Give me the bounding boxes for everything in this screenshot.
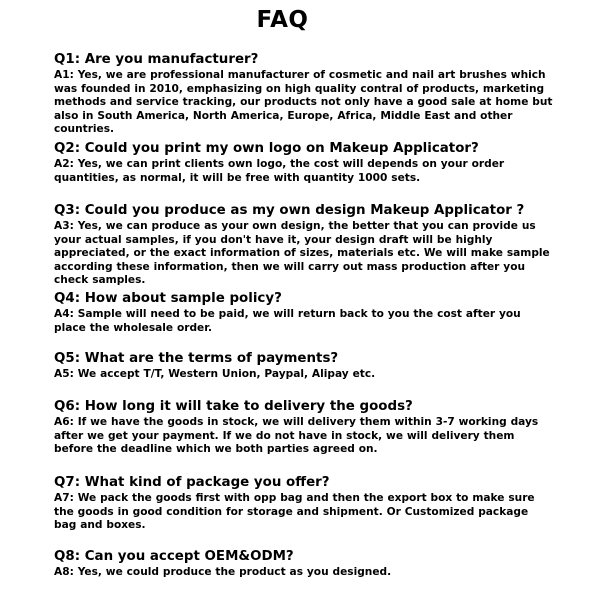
faq-question: Q5: What are the terms of payments? — [54, 351, 339, 366]
faq-question: Q8: Can you accept OEM&ODM? — [54, 549, 294, 564]
faq-question: Q7: What kind of package you offer? — [54, 475, 330, 490]
faq-question: Q3: Could you produce as my own design Makeup Applicator ? — [54, 203, 525, 218]
faq-answer: A6: If we have the goods in stock, we will delivery them within 3-7 working days after we get your payment. If we do not have in stock, we will delivery them before the deadline which we both parties agreed on. — [54, 416, 539, 456]
faq-question: Q2: Could you print my own logo on Makeup Applicator? — [54, 141, 479, 156]
faq-answer: A3: Yes, we can produce as your own design, the better that you can provide us your actual samples, if you don't have it, your design draft will be highly appreciated, or the exact information of sizes, materials etc. We will make sample according these information, then we will carry out mass production after you check samples. — [54, 220, 550, 287]
faq-answer: A7: We pack the goods first with opp bag and then the export box to make sure the goods in good condition for storage and shipment. Or Customized package bag and boxes. — [54, 492, 535, 532]
faq-answer: A4: Sample will need to be paid, we will return back to you the cost after you place the wholesale order. — [54, 308, 521, 334]
faq-question: Q4: How about sample policy? — [54, 291, 282, 306]
faq-item — [54, 290, 554, 335]
faq-item — [54, 398, 554, 457]
faq-answer: A2: Yes, we can print clients own logo, the cost will depends on your order quantities, as normal, it will be free with quantity 1000 sets. — [54, 158, 505, 184]
faq-item — [54, 548, 554, 580]
faq-item — [54, 350, 554, 382]
faq-answer: A8: Yes, we could produce the product as you designed. — [54, 566, 392, 578]
faq-question: Q6: How long it will take to delivery the goods? — [54, 399, 413, 414]
faq-answer: A1: Yes, we are professional manufacturer of cosmetic and nail art brushes which was founded in 2010, emphasizing on high quality contral of products, marketing methods and service tracking, our products not only have a good sale at home but also in South America, North America, Europe, Africa, Middle East and other countries. — [54, 69, 553, 136]
page-title: FAQ — [256, 7, 309, 33]
faq-item — [54, 140, 554, 185]
faq-item — [54, 51, 554, 137]
faq-answer: A5: We accept T/T, Western Union, Paypal, Alipay etc. — [54, 368, 376, 380]
faq-item — [54, 474, 554, 533]
faq-item — [54, 202, 554, 288]
faq-question: Q1: Are you manufacturer? — [54, 52, 259, 67]
